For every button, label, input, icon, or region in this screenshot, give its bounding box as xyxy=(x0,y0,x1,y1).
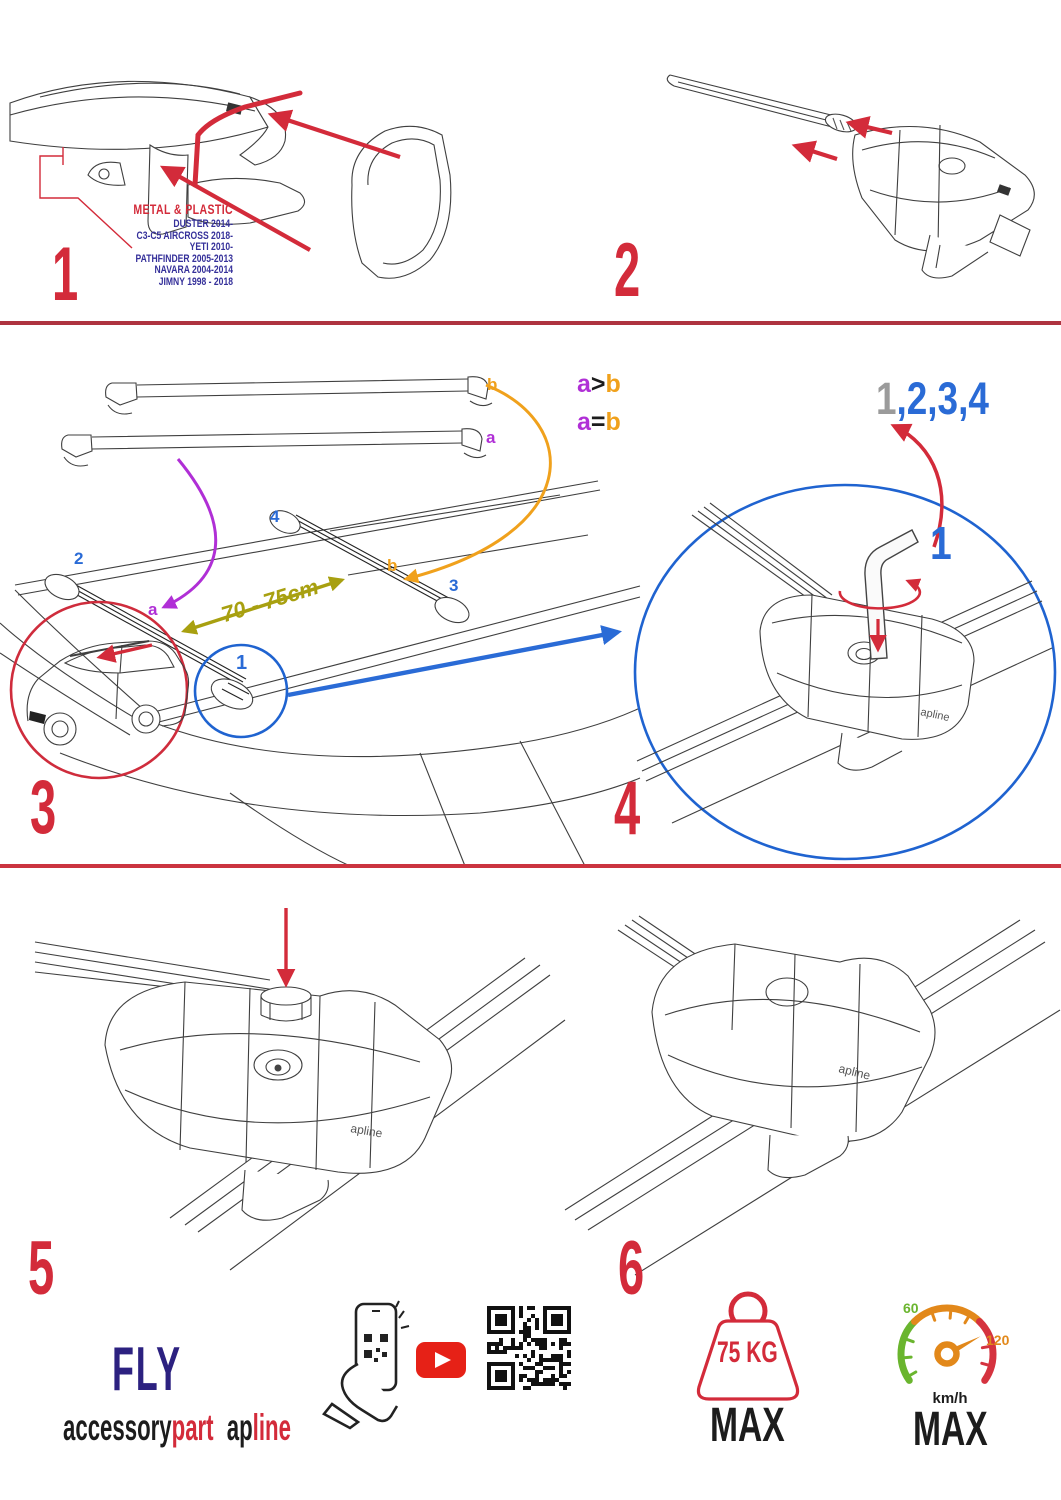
car-position-inset xyxy=(11,602,189,778)
crossbar-distance: 70 - 75cm xyxy=(218,573,322,628)
speed-high-label: 120 xyxy=(986,1332,1010,1348)
material-note: METAL & PLASTIC xyxy=(133,202,233,217)
model-item: NAVARA 2004-2014 xyxy=(154,264,233,277)
step-6-number: 6 xyxy=(618,1226,645,1311)
model-item: YETI 2010- xyxy=(189,241,233,254)
foot-logo-text: apline xyxy=(349,1121,384,1141)
qr-code xyxy=(486,1305,572,1391)
bar-a-label: a xyxy=(486,428,496,447)
section-divider-bottom xyxy=(0,864,1061,868)
speed-limit-max: MAX xyxy=(913,1403,988,1456)
step-2-number: 2 xyxy=(614,228,641,313)
speed-unit: km/h xyxy=(932,1390,968,1407)
roof-position-3: 3 xyxy=(449,576,459,595)
roof-b-label: b xyxy=(387,556,398,575)
step5-cap-insert-drawing xyxy=(20,880,580,1311)
roof-position-4: 4 xyxy=(270,507,280,526)
model-item: DUSTER 2014- xyxy=(173,218,233,230)
foot-logo-text: apline xyxy=(919,706,951,725)
model-list xyxy=(124,219,233,289)
rule-a-equal-b: a=b xyxy=(577,408,621,436)
phone-scan-icon xyxy=(322,1298,404,1428)
model-item: C3-C5 AIRCROSS 2018- xyxy=(136,229,233,242)
youtube-icon xyxy=(416,1342,466,1378)
speed-low-label: 60 xyxy=(903,1300,919,1316)
step1-fit-note xyxy=(124,202,233,289)
model-item: PATHFINDER 2005-2013 xyxy=(135,252,233,265)
roof-position-1: 1 xyxy=(236,652,248,674)
foot-logo-text: apline xyxy=(837,1061,872,1083)
load-limit-value: 75 KG xyxy=(717,1336,778,1369)
tighten-sequence: 1,2,3,4 xyxy=(876,373,989,424)
brand-fly: FLY xyxy=(112,1335,182,1404)
roof-a-label: a xyxy=(148,600,158,619)
step2-bar-insert-drawing xyxy=(600,30,1061,320)
load-limit-max: MAX xyxy=(710,1399,785,1452)
roof-position-2: 2 xyxy=(74,549,84,568)
step-1-number: 1 xyxy=(52,232,79,317)
rule-a-greater-b: a>b xyxy=(577,370,621,398)
crossbar-a-drawing xyxy=(62,429,486,466)
step-3-number: 3 xyxy=(30,765,57,850)
step-5-number: 5 xyxy=(28,1226,55,1311)
foot-drawing xyxy=(760,595,974,770)
crossbar-lines xyxy=(692,503,832,607)
model-item: JIMNY 1998 - 2018 xyxy=(158,275,233,288)
bar-b-label: b xyxy=(487,375,498,394)
crossbar-b-drawing xyxy=(106,377,492,414)
car-roof-drawing xyxy=(0,481,640,866)
brand-wordmark: accessorypart apline xyxy=(63,1407,291,1448)
detail-position-1: 1 xyxy=(930,517,952,569)
step-4-number: 4 xyxy=(614,766,641,851)
